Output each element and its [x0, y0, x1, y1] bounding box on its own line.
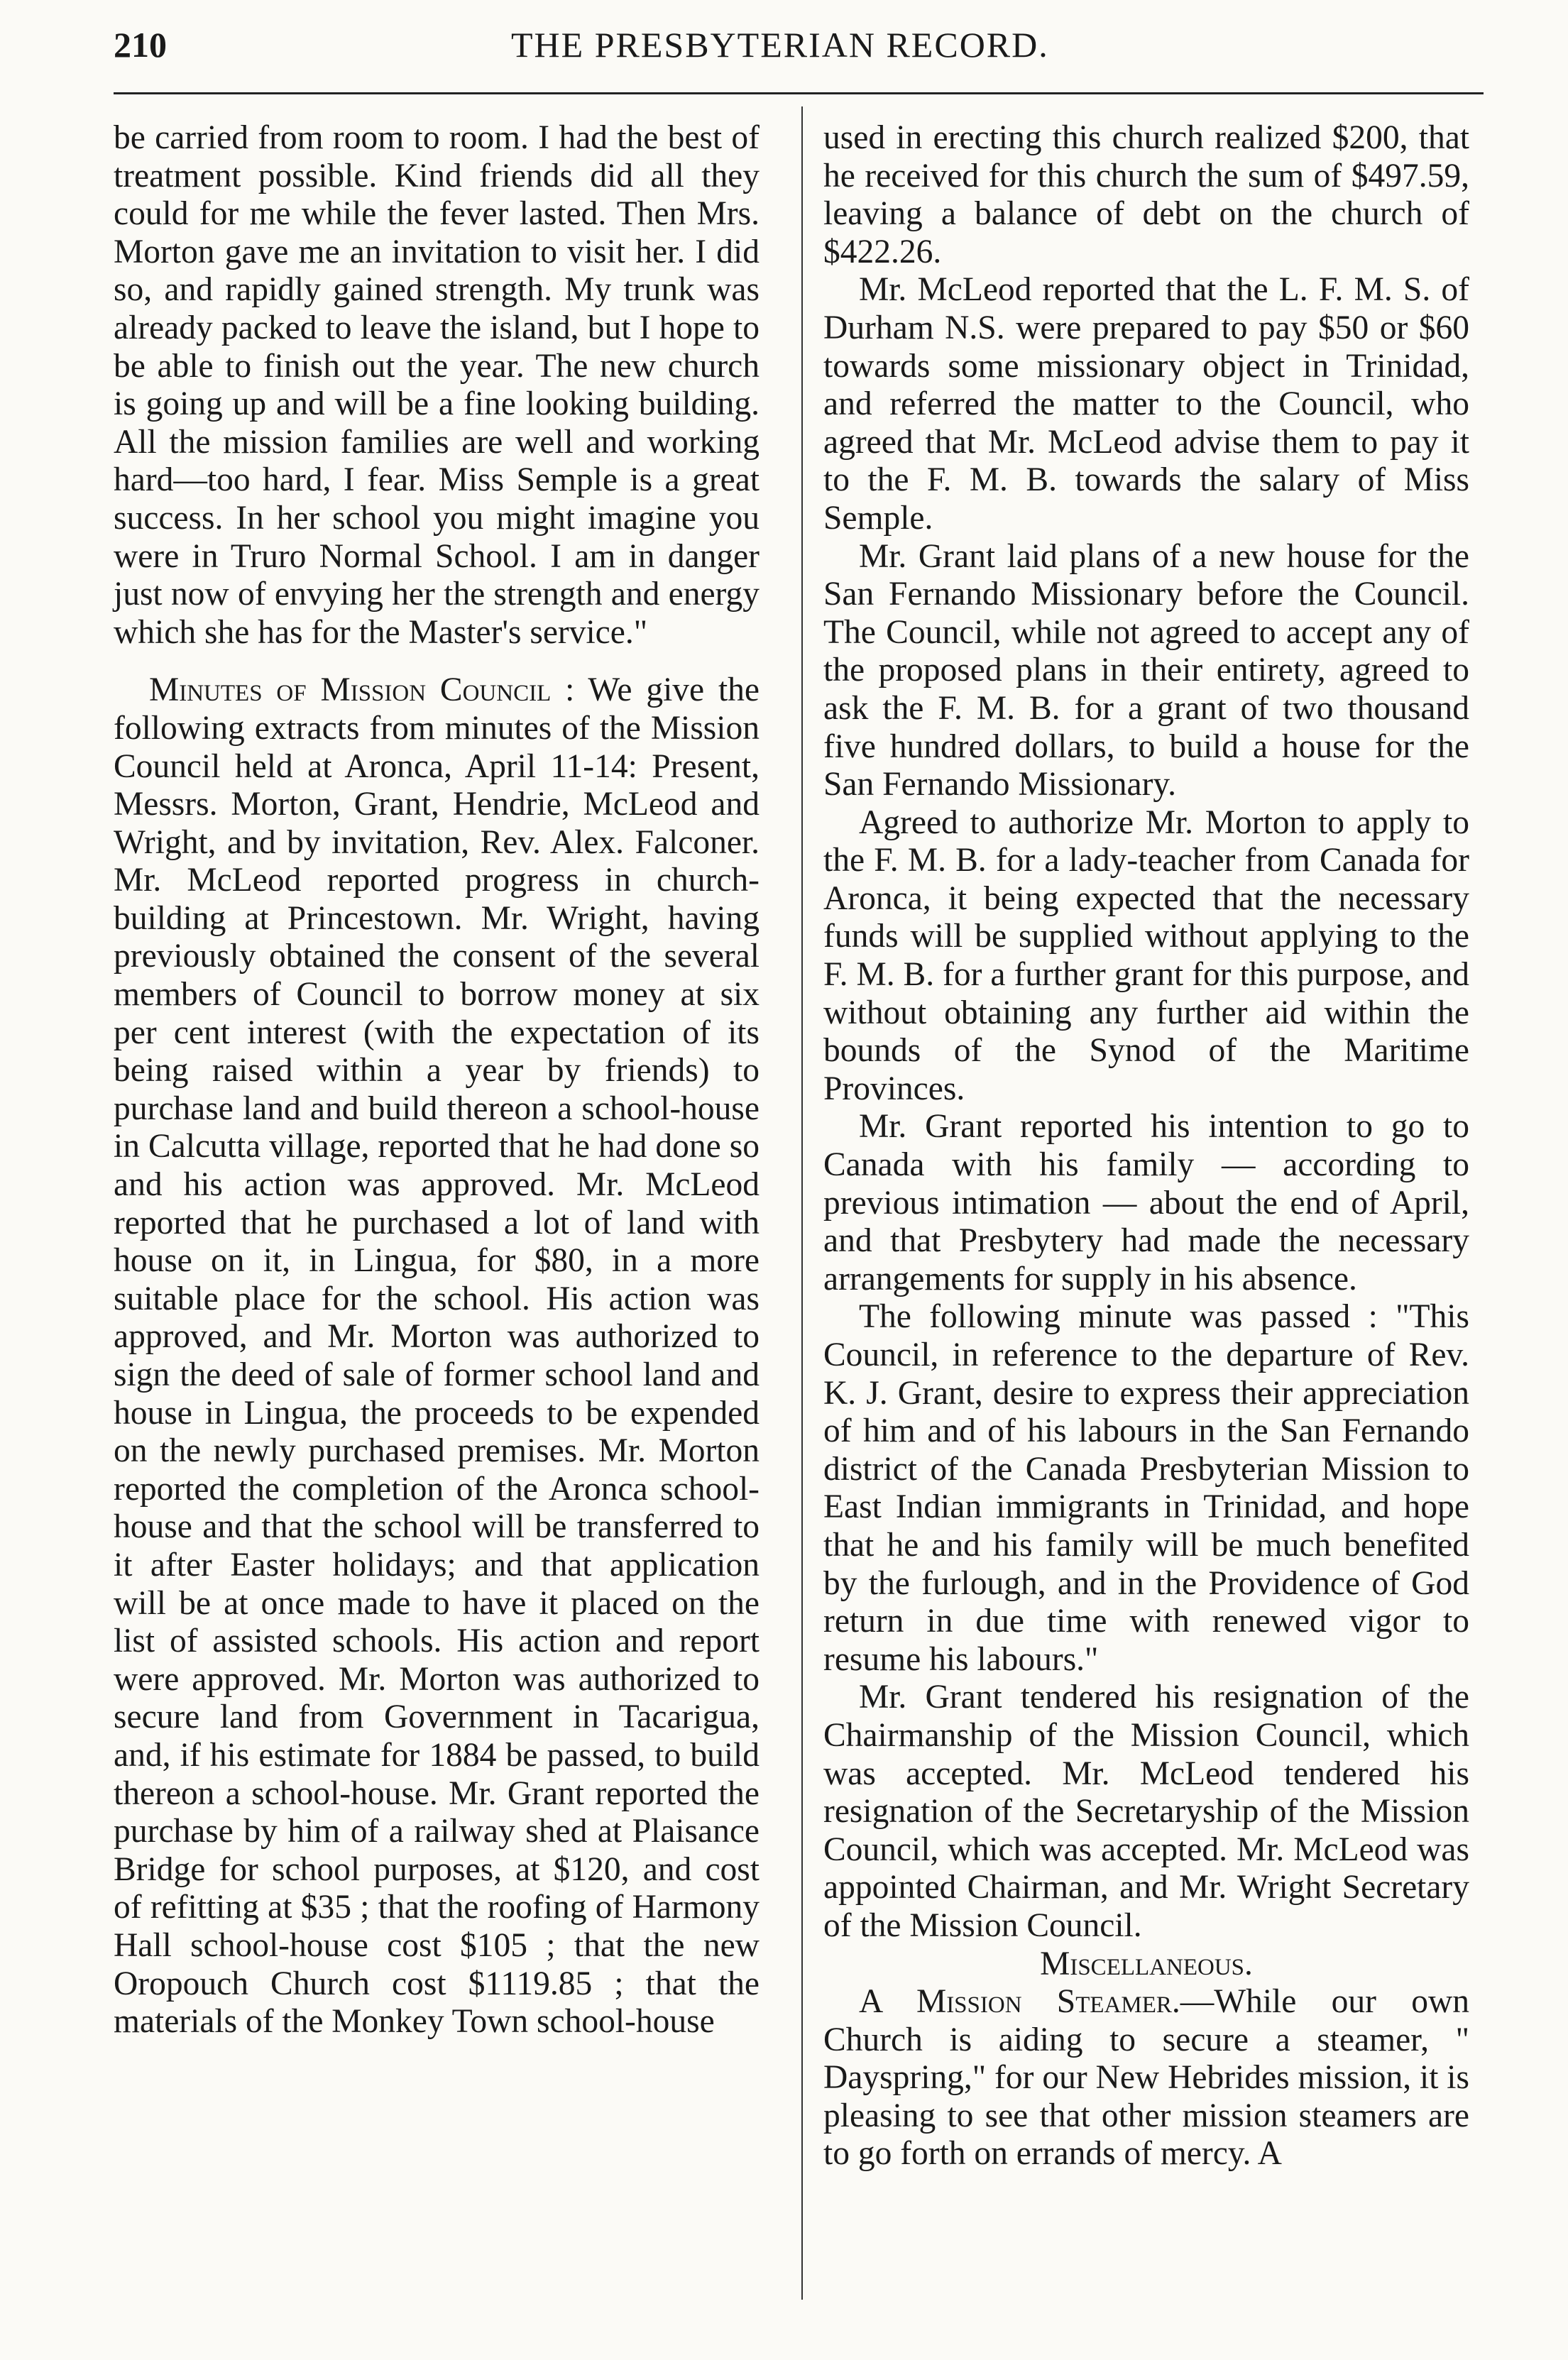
right-paragraph-7: Mr. Grant tendered his resignation of the Chairmanship of the Mission Council, which was accepted. Mr. McLeod tendered his resignation of the Secretaryship of the Mission Council, which was accepted. Mr. McLeod was appointed Chairman, and Mr. Wright Secretary of the Mission Council.	[823, 1679, 1469, 1944]
section-lead-steamer: A Mission Steamer.	[859, 1983, 1180, 2021]
right-paragraph-1: used in erecting this church realized $200, that he received for this church the sum of $497.59, leaving a balance of debt on the church of $422.26.	[823, 119, 1469, 270]
right-paragraph-5: Mr. Grant reported his intention to go to Canada with his family — according to previous intimation — about the end of April, and that Presbytery had made the necessary arrangements for supply in his absence.	[823, 1108, 1469, 1297]
right-column	[823, 119, 1469, 2173]
header-rule	[114, 92, 1484, 94]
page-number: 210	[114, 25, 167, 65]
right-paragraph-3: Mr. Grant laid plans of a new house for the San Fernando Missionary before the Council. The Council, while not agreed to accept any of the proposed plans in their entirety, agreed to ask the F. M. B. for a grant of two thousand five hundred dollars, to build a house for the San Fernando Missionary.	[823, 537, 1469, 803]
column-rule	[801, 106, 803, 2300]
right-paragraph-2: Mr. McLeod reported that the L. F. M. S. of Durham N.S. were prepared to pay $50 or $60 towards some missionary object in Trinidad, and referred the matter to the Council, who agreed that Mr. McLeod advise them to pay it to the F. M. B. towards the salary of Miss Semple.	[823, 271, 1469, 537]
left-paragraph-1: be carried from room to room. I had the best of treatment possible. Kind friends did all they could for me while the fever lasted. Then Mrs. Morton gave me an invitation to visit her. I did so, and rapidly gained strength. My trunk was already packed to leave the island, but I hope to be able to finish out the year. The new church is going up and will be a fine looking building. All the mission families are well and working hard—too hard, I fear. Miss Semple is a great success. In her school you might imagine you were in Truro Normal School. I am in danger just now of envying her the strength and energy which she has for the Master's service."	[114, 119, 760, 651]
section-lead-minutes: Minutes of Mission Council :	[149, 671, 575, 709]
page-header	[114, 24, 1484, 74]
left-paragraph-2	[114, 671, 760, 2041]
running-title: THE PRESBYTERIAN RECORD.	[511, 25, 1049, 65]
section-heading-miscellaneous: Miscellaneous.	[1040, 1945, 1253, 1982]
right-paragraph-4: Agreed to authorize Mr. Morton to apply to the F. M. B. for a lady-teacher from Canada for Aronca, it being expected that the necessary funds will be supplied without applying to the F. M. B. for a further grant for this purpose, and without obtaining any further aid within the bounds of the Synod of the Maritime Provinces.	[823, 803, 1469, 1107]
right-paragraph-6: The following minute was passed : "This Council, in reference to the departure of Rev. K. J. Grant, desire to express their appreciation of him and of his labours in the San Fernando district of the Canada Presbyterian Mission to East Indian immigrants in Trinidad, and hope that he and his family will be much benefited by the furlough, and in the Providence of God return in due time with renewed vigor to resume his labours."	[823, 1298, 1469, 1678]
right-paragraph-8	[823, 1983, 1469, 2173]
left-paragraph-2-body: We give the following extracts from minutes of the Mission Council held at Aronca, April 11-14: Present, Messrs. Morton, Grant, Hendrie, McLeod and Wright, and by invitation, Rev. Alex. Falconer. Mr. McLeod reported progress in church-building at Princestown. Mr. Wright, having previously obtained the consent of the several members of Council to borrow money at six per cent interest (with the expectation of its being raised within a year by friends) to purchase land and build thereon a school-house in Calcutta village, reported that he had done so and his action was approved. Mr. McLeod reported that he purchased a lot of land with house on it, in Lingua, for $80, in a more suitable place for the school. His action was approved, and Mr. Morton was authorized to sign the deed of sale of former school land and house in Lingua, the proceeds to be expended on the newly purchased premises. Mr. Morton reported the completion of the Aronca school-house and that the school will be transferred to it after Easter holidays; and that application will be at once made to have it placed on the list of assisted schools. His action and report were approved. Mr. Morton was authorized to secure land from Government in Tacarigua, and, if his estimate for 1884 be passed, to build thereon a school-house. Mr. Grant reported the purchase by him of a railway shed at Plaisance Bridge for school purposes, at $120, and cost of refitting at $35 ; that the roofing of Harmony Hall school-house cost $105 ; that the new Oropouch Church cost $1119.85 ; that the materials of the Monkey Town school-house	[114, 671, 760, 2041]
right-paragraph-8-body: —While our own Church is aiding to secure a steamer, " Dayspring," for our New Hebrides mission, it is pleasing to see that other mission steamers are to go forth on errands of mercy. A	[823, 1983, 1469, 2173]
left-column	[114, 119, 760, 2041]
